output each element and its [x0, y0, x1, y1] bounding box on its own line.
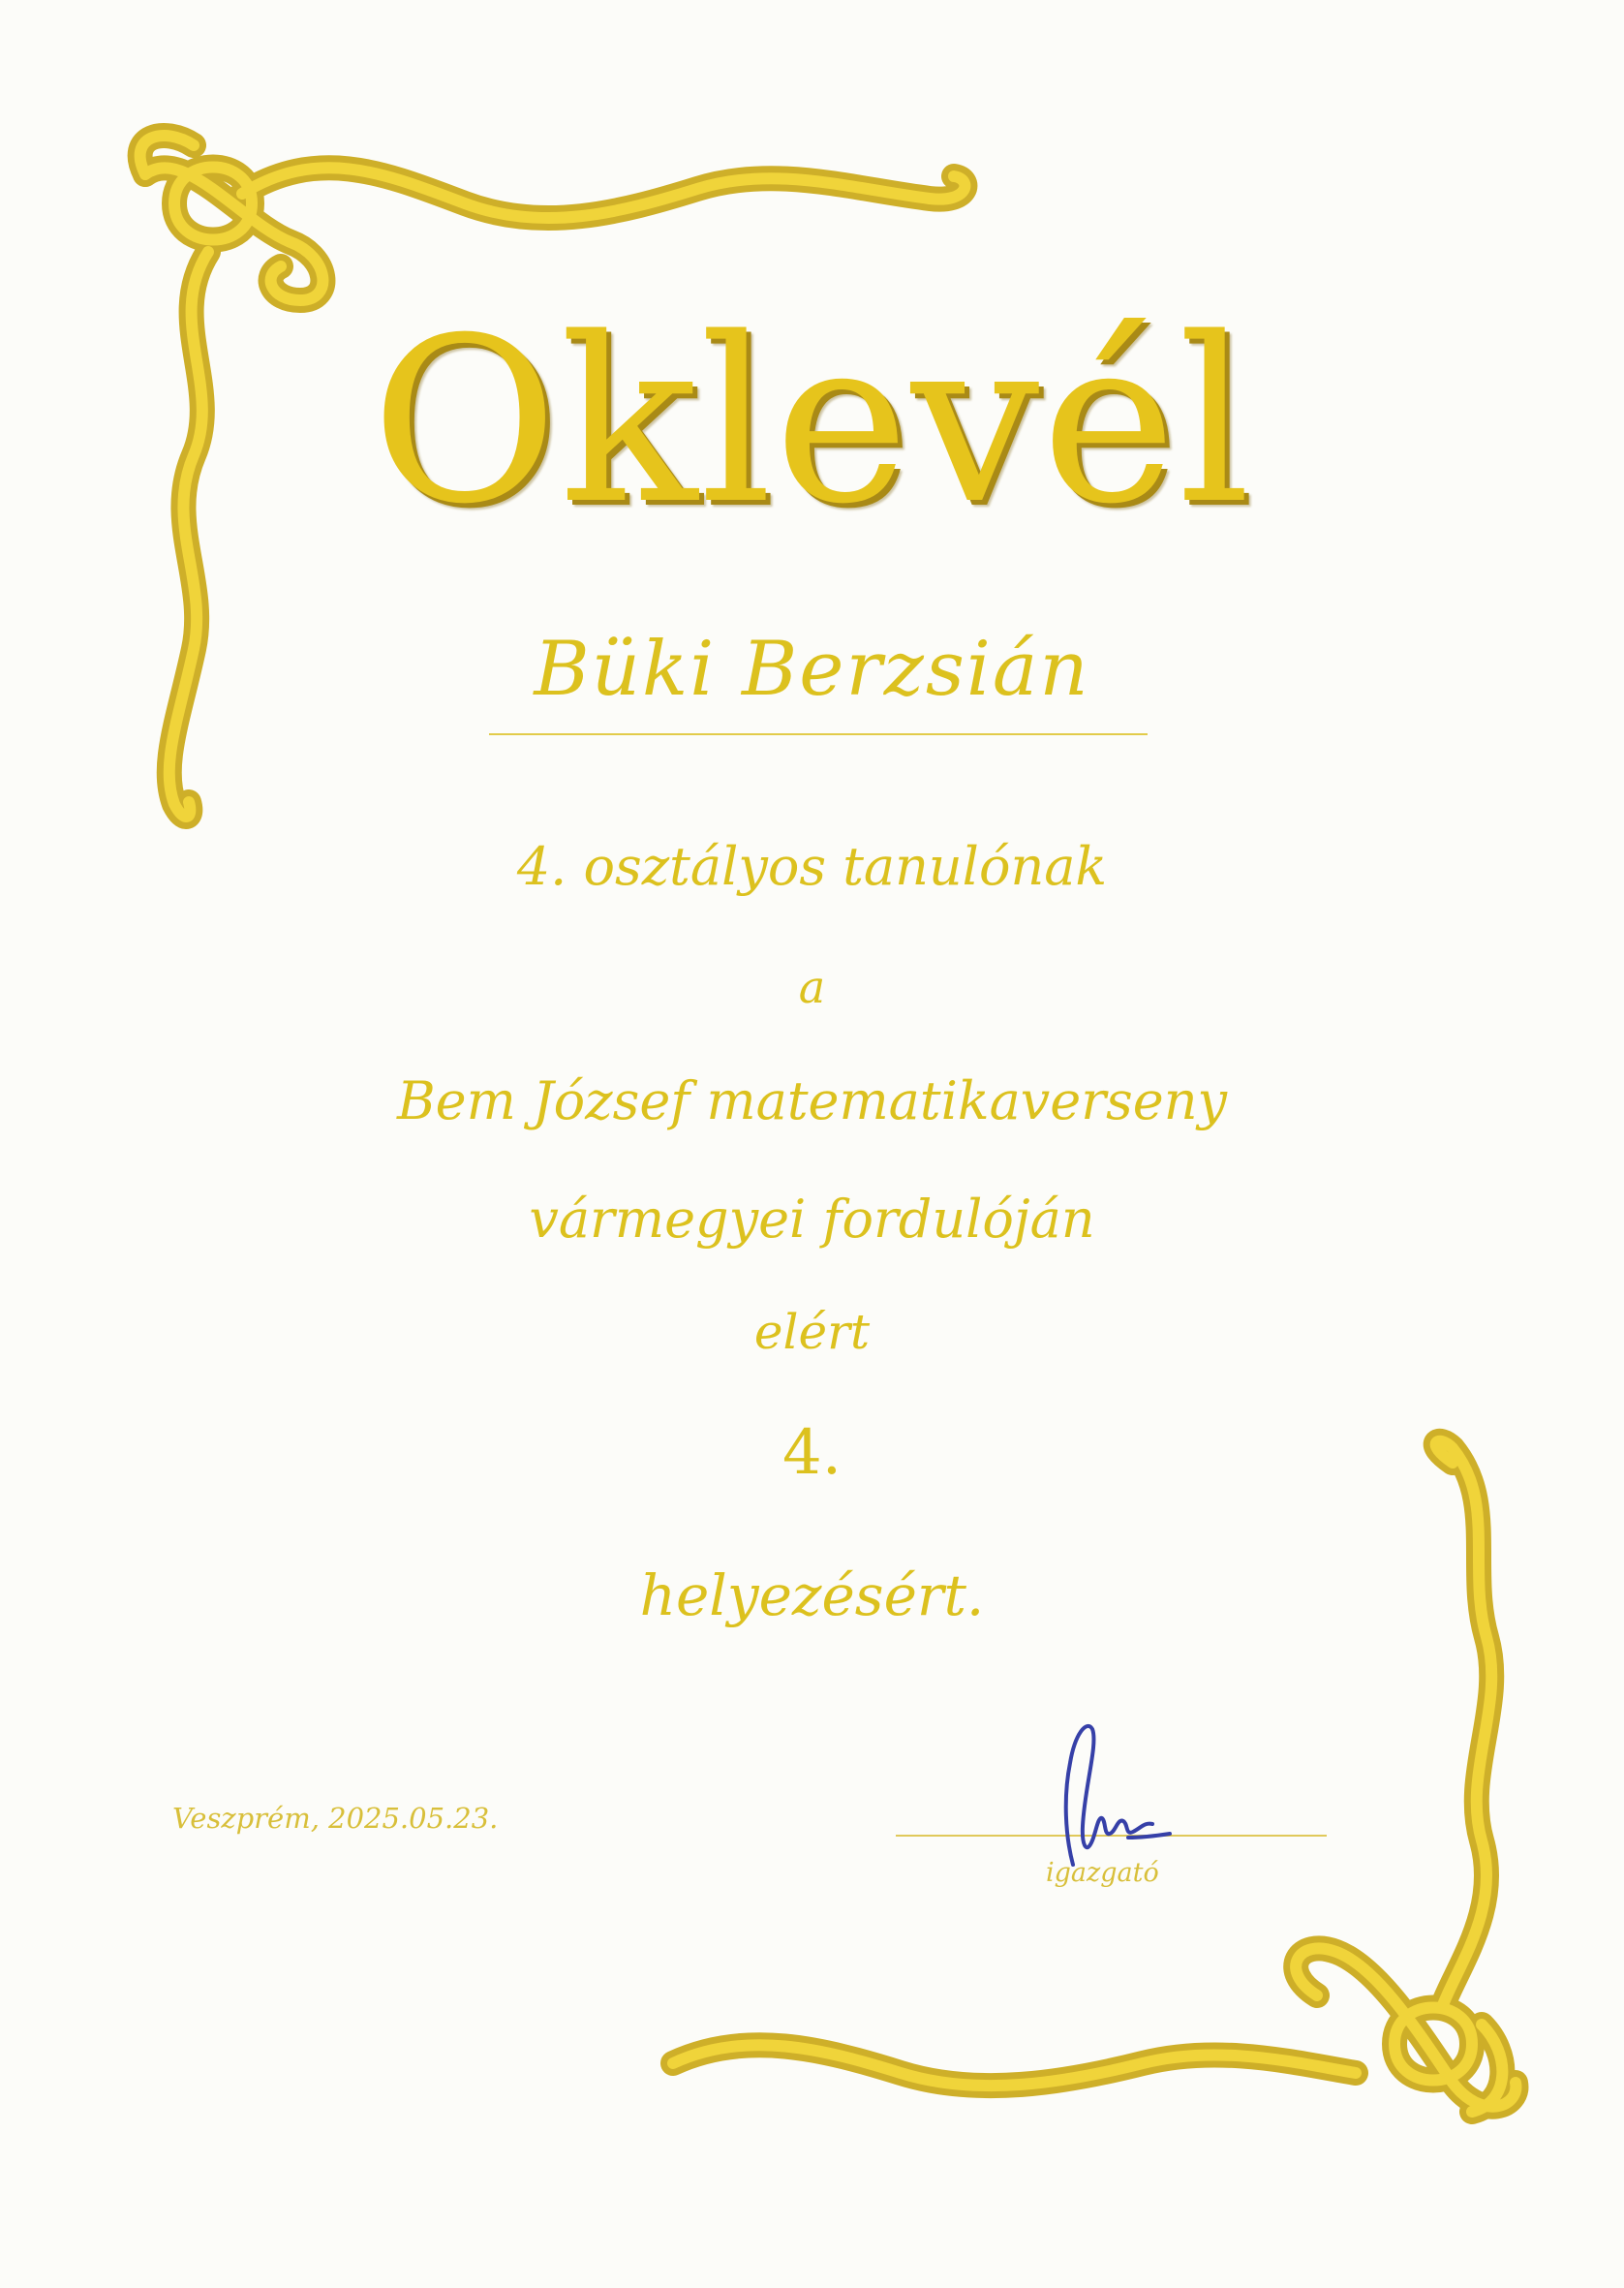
recipient-name: Büki Berzsián: [534, 626, 1090, 713]
grade-line: 4. osztályos tanulónak: [516, 836, 1108, 897]
name-underline: [489, 733, 1148, 735]
signer-role: igazgató: [1046, 1858, 1159, 1888]
closing-line: helyezésért.: [639, 1562, 985, 1628]
round-line: vármegyei fordulóján: [529, 1189, 1095, 1250]
issue-date: Veszprém, 2025.05.23.: [172, 1802, 499, 1835]
certificate-title: Oklevél: [371, 290, 1253, 554]
competition-line: Bem József matematikaverseny: [396, 1070, 1227, 1131]
signature-icon: [1036, 1710, 1191, 1874]
achieved-line: elért: [753, 1304, 871, 1360]
placement-number: 4.: [781, 1417, 843, 1489]
article-line: a: [798, 961, 826, 1013]
